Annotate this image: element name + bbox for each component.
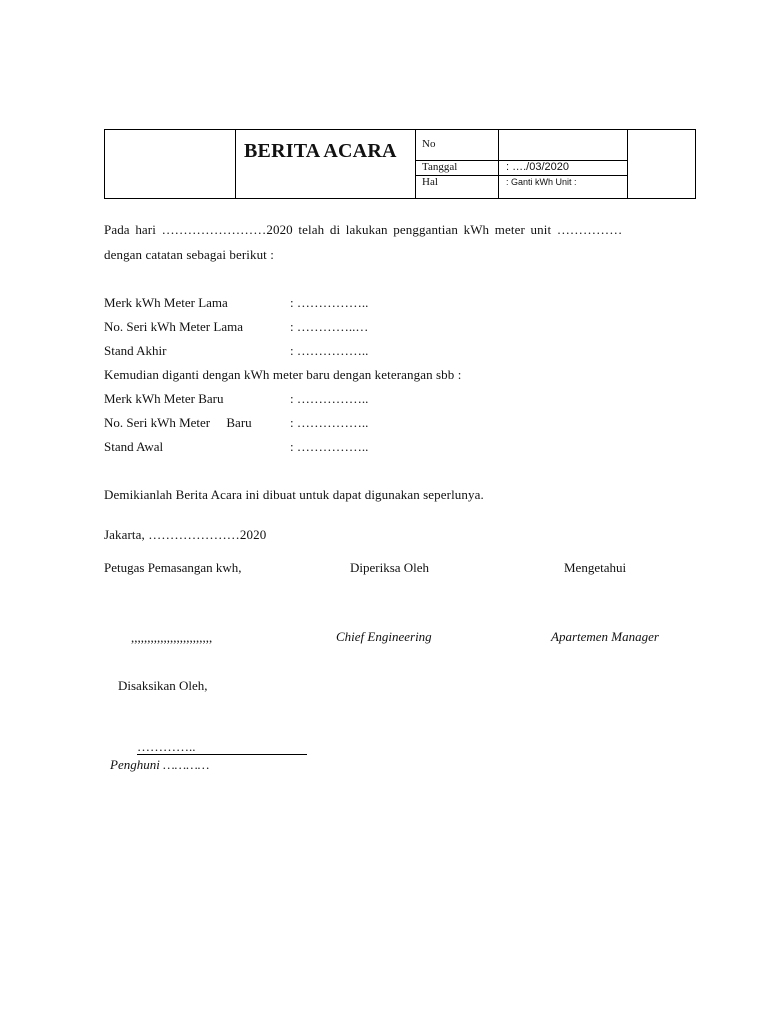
signature-role-checker: Diperiksa Oleh bbox=[350, 560, 430, 575]
transition-text: Kemudian diganti dengan kWh meter baru dengan keterangan sbb : bbox=[104, 367, 462, 382]
old-meter-serial-value: : …………..… bbox=[290, 319, 369, 334]
new-meter-serial-label: No. Seri kWh Meter Baru bbox=[104, 415, 252, 430]
intro-line-1: Pada hari ……………………2020 telah di lakukan penggantian kWh meter unit …………… bbox=[104, 222, 623, 237]
new-meter-stand-value: : …………….. bbox=[290, 439, 369, 454]
signature-name-chief-engineering: Chief Engineering bbox=[336, 629, 432, 644]
old-meter-stand-label: Stand Akhir bbox=[104, 343, 167, 358]
new-meter-stand-label: Stand Awal bbox=[104, 439, 164, 454]
table-divider bbox=[415, 130, 416, 198]
old-meter-serial-label: No. Seri kWh Meter Lama bbox=[104, 319, 243, 334]
table-divider bbox=[498, 130, 499, 198]
signature-name-installer: ,,,,,,,,,,,,,,,,,,,,,,,,, bbox=[131, 630, 213, 645]
signature-name-apartment-manager: Apartemen Manager bbox=[551, 629, 659, 644]
place-date: Jakarta, …………………2020 bbox=[104, 527, 267, 542]
old-meter-brand-label: Merk kWh Meter Lama bbox=[104, 295, 228, 310]
witness-blank: ………….. bbox=[137, 739, 196, 754]
document-title: BERITA ACARA bbox=[244, 140, 397, 162]
header-table bbox=[104, 129, 696, 199]
new-meter-brand-value: : …………….. bbox=[290, 391, 369, 406]
witness-name: Penghuni ………… bbox=[110, 757, 210, 772]
new-meter-brand-label: Merk kWh Meter Baru bbox=[104, 391, 224, 406]
hal-value: : Ganti kWh Unit : bbox=[506, 177, 577, 187]
tanggal-value: : …./03/2020 bbox=[506, 161, 569, 173]
new-meter-serial-value: : …………….. bbox=[290, 415, 369, 430]
hal-label: Hal bbox=[422, 176, 438, 188]
signature-role-installer: Petugas Pemasangan kwh, bbox=[104, 560, 242, 575]
table-divider bbox=[415, 175, 627, 176]
old-meter-stand-value: : …………….. bbox=[290, 343, 369, 358]
signature-line bbox=[137, 754, 307, 755]
tanggal-label: Tanggal bbox=[422, 161, 458, 173]
old-meter-brand-value: : …………….. bbox=[290, 295, 369, 310]
witness-label: Disaksikan Oleh, bbox=[118, 678, 208, 693]
intro-line-2: dengan catatan sebagai berikut : bbox=[104, 247, 274, 262]
table-divider bbox=[627, 130, 628, 198]
table-divider bbox=[235, 130, 236, 198]
signature-role-approver: Mengetahui bbox=[564, 560, 627, 575]
no-label: No bbox=[422, 138, 436, 150]
closing-statement: Demikianlah Berita Acara ini dibuat untuk dapat digunakan seperlunya. bbox=[104, 487, 484, 502]
